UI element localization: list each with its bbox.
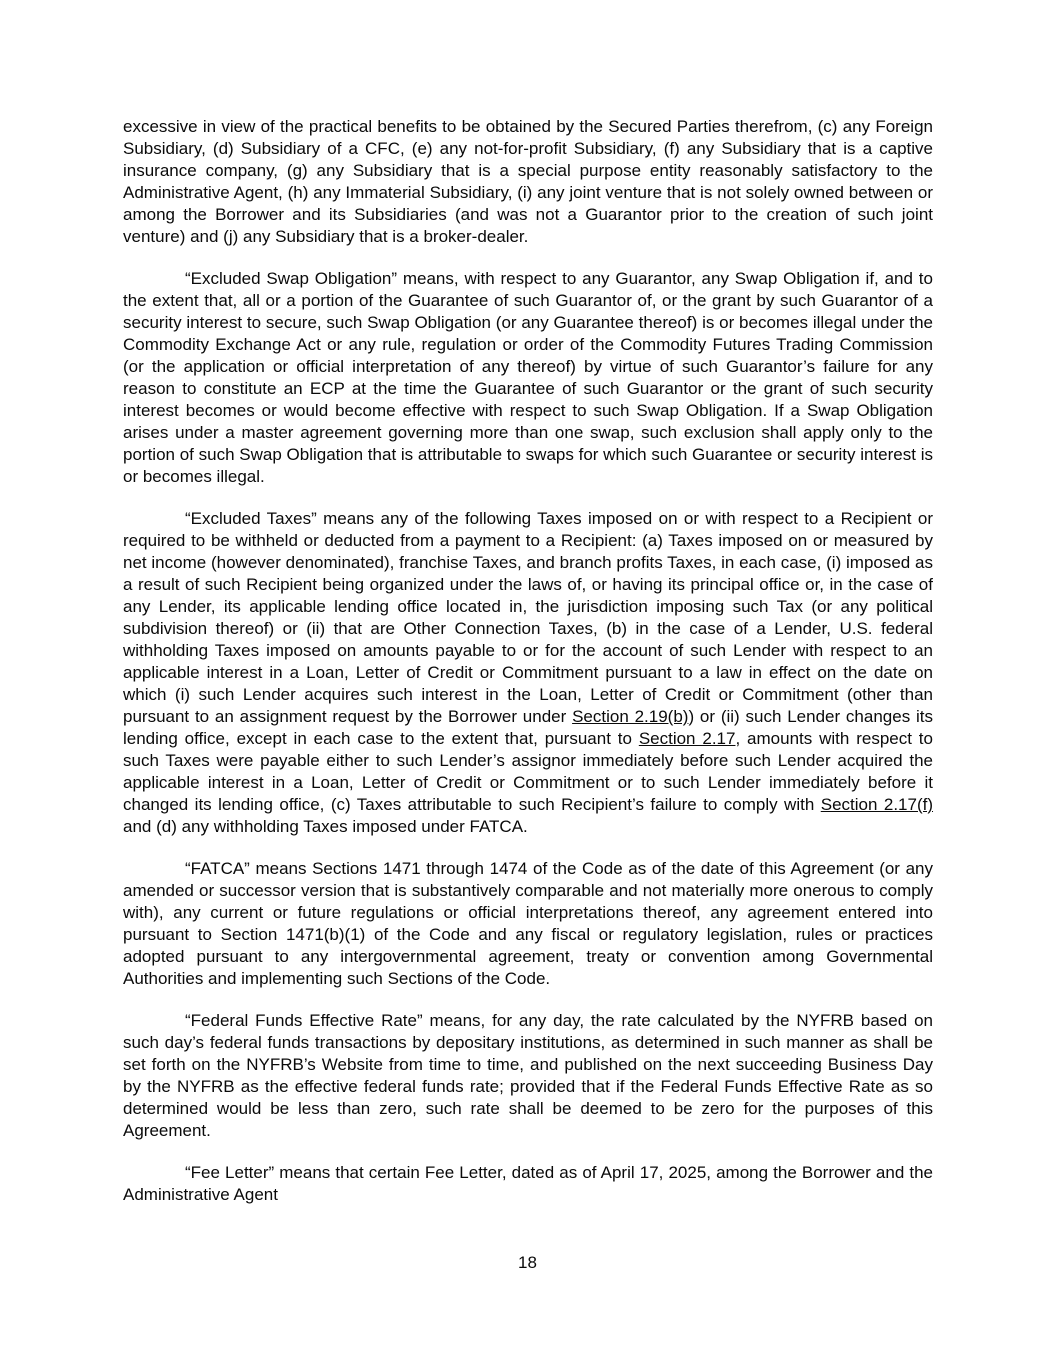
text-run: , amounts with respect to such Taxes were payable either to such Lender’s assignor immediately before such Lender acquired the applicable interest in a Loan, Letter of Credit or Commitment or to such Lender immediately before it changed its lending office, (c) Taxes attributable to such Recipient’s failure to comply with xyxy=(123,729,933,814)
text-run: “FATCA” means Sections 1471 through 1474 of the Code as of the date of this Agreement (or any amended or successor version that is substantively comparable and not materially more onerous to comply with), any current or future regulations or official interpretations thereof, any agreement entered into pursuant to Section 1471(b)(1) of the Code and any fiscal or regulatory legislation, rules or practices adopted pursuant to any intergovernmental agreement, treaty or convention among Governmental Authorities and implementing such Sections of the Code. xyxy=(123,859,933,988)
paragraph xyxy=(123,1162,933,1206)
text-run: “Excluded Taxes” means any of the following Taxes imposed on or with respect to a Recipient or required to be withheld or deducted from a payment to a Recipient: (a) Taxes imposed on or measured by net income (however denominated), franchise Taxes, and branch profits Taxes, in each case, (i) imposed as a result of such Recipient being organized under the laws of, or having its principal office or, in the case of any Lender, its applicable lending office located in, the jurisdiction imposing such Tax (or any political subdivision thereof) or (ii) that are Other Connection Taxes, (b) in the case of a Lender, U.S. federal withholding Taxes imposed on amounts payable to or for the account of such Lender with respect to an applicable interest in a Loan, Letter of Credit or Commitment pursuant to a law in effect on the date on which (i) such Lender acquires such interest in the Loan, Letter of Credit or Commitment (other than pursuant to an assignment request by the Borrower under xyxy=(123,509,933,726)
text-run: “Federal Funds Effective Rate” means, for any day, the rate calculated by the NYFRB based on such day’s federal funds transactions by depositary institutions, as determined in such manner as shall be set forth on the NYFRB’s Website from time to time, and published on the next succeeding Business Day by the NYFRB as the effective federal funds rate; provided that if the Federal Funds Effective Rate as so determined would be less than zero, such rate shall be deemed to be zero for the purposes of this Agreement. xyxy=(123,1011,933,1140)
paragraph xyxy=(123,116,933,248)
paragraph xyxy=(123,1010,933,1142)
text-run: excessive in view of the practical benefits to be obtained by the Secured Parties therefrom, (c) any Foreign Subsidiary, (d) Subsidiary of a CFC, (e) any not-for-profit Subsidiary, (f) any Subsidiary that is a captive insurance company, (g) any Subsidiary that is a special purpose entity reasonably satisfactory to the Administrative Agent, (h) any Immaterial Subsidiary, (i) any joint venture that is not solely owned between or among the Borrower and its Subsidiaries (and was not a Guarantor prior to the creation of such joint venture) and (j) any Subsidiary that is a broker-dealer. xyxy=(123,117,933,246)
text-run: and (d) any withholding Taxes imposed under FATCA. xyxy=(123,817,528,836)
section-reference: Section 2.17(f) xyxy=(820,795,934,814)
section-reference: Section 2.17 xyxy=(638,729,736,748)
document-body xyxy=(123,116,933,1206)
text-run: “Excluded Swap Obligation” means, with respect to any Guarantor, any Swap Obligation if, and to the extent that, all or a portion of the Guarantee of such Guarantor of, or the grant by such Guarantor of a security interest to secure, such Swap Obligation (or any Guarantee thereof) is or becomes illegal under the Commodity Exchange Act or any rule, regulation or order of the Commodity Futures Trading Commission (or the application or official interpretation of any thereof) by virtue of such Guarantor’s failure for any reason to constitute an ECP at the time the Guarantee of such Guarantor or the grant of such security interest becomes or would become effective with respect to such Swap Obligation. If a Swap Obligation arises under a master agreement governing more than one swap, such exclusion shall apply only to the portion of such Swap Obligation that is attributable to swaps for which such Guarantee or security interest is or becomes illegal. xyxy=(123,269,933,486)
page-number: 18 xyxy=(518,1253,537,1272)
paragraph xyxy=(123,268,933,488)
section-reference: Section 2.19(b) xyxy=(572,707,689,726)
text-run: “Fee Letter” means that certain Fee Letter, dated as of April 17, 2025, among the Borrower and the Administrative Agent xyxy=(123,1163,933,1204)
paragraph xyxy=(123,858,933,990)
text-run: ) or (ii) such Lender changes its lending office, except in each case to the extent that, pursuant to xyxy=(123,707,934,748)
paragraph xyxy=(123,508,933,838)
